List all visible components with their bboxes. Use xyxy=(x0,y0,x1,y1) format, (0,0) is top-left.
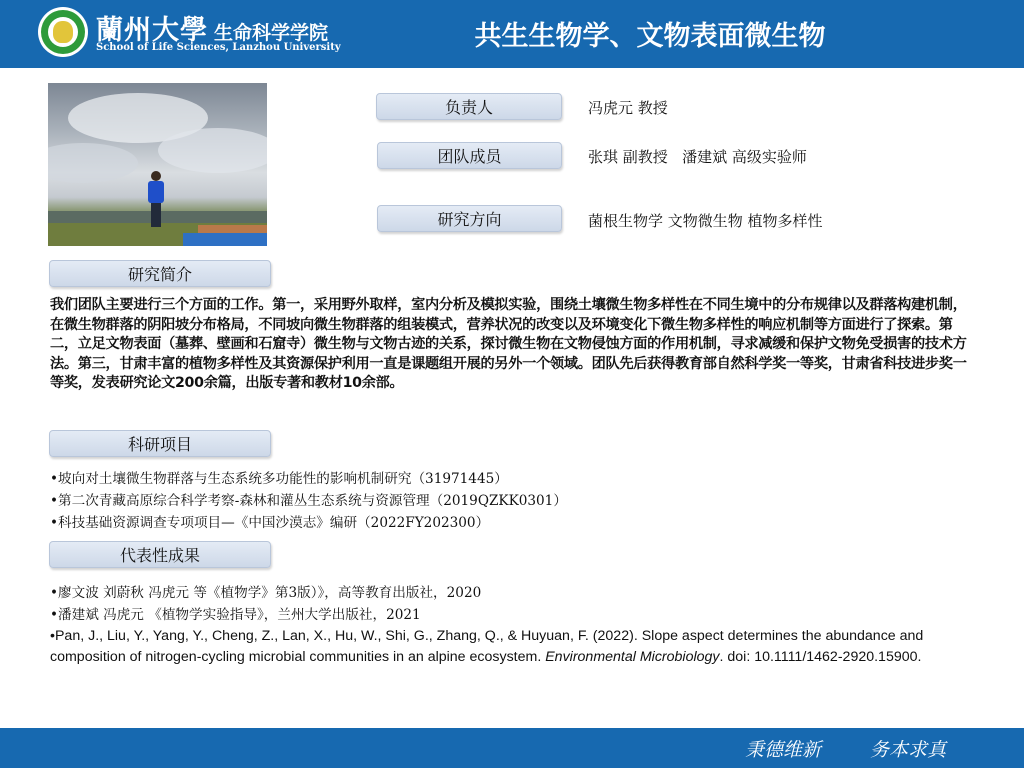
projects-label: 科研项目 xyxy=(49,430,271,457)
motto-2: 务本求真 xyxy=(870,739,947,761)
direction-label: 研究方向 xyxy=(377,205,562,232)
list-item: •第二次青藏高原综合科学考察-森林和灌丛生态系统与资源管理（2019QZKK0301） xyxy=(50,493,567,509)
list-item: •潘建斌 冯虎元 《植物学实验指导》，兰州大学出版社，2021 xyxy=(50,607,421,623)
publication-journal: Environmental Microbiology xyxy=(545,648,720,665)
projects-list xyxy=(50,468,567,534)
list-item: •坡向对土壤微生物群落与生态系统多功能性的影响机制研究（31971445） xyxy=(50,471,508,487)
motto-1: 秉德维新 xyxy=(745,739,822,761)
leader-label: 负责人 xyxy=(376,93,562,120)
publication-entry xyxy=(50,626,974,667)
school-name-en: School of Life Sciences, Lanzhou University xyxy=(96,42,341,53)
team-label: 团队成员 xyxy=(377,142,562,169)
intro-text: 我们团队主要进行三个方面的工作。第一，采用野外取样，室内分析及模拟实验，围绕土壤微生物多样性在不同生境中的分布规律以及群落构建机制，在微生物群落的阴阳坡分布格局，不同坡向微生物群落的组装模式，营养状况的改变以及环境变化下微生物多样性的响应机制等方面进行了探索。第二，立足文物表面（墓葬、壁画和石窟寺）微生物与文物古迹的关系，探讨微生物在文物侵蚀方面的作用机制，寻求减缓和保护文物免受损害的技术方法。第三，甘肃丰富的植物多样性及其资源保护利用一直是课题组开展的另外一个领域。团队先后获得教育部自然科学奖一等奖，甘肃省科技进步奖一等奖，发表研究论文200余篇，出版专著和教材10余部。 xyxy=(50,297,967,391)
team-leader-photo xyxy=(48,83,267,246)
university-name: 蘭州大學 xyxy=(96,15,208,46)
school-name: 生命科学学院 xyxy=(214,22,329,44)
publication-citation: •Pan, J., Liu, Y., Yang, Y., Cheng, Z., Lan, X., Hu, W., Shi, G., Zhang, Q., & Huyuan, F. (2022). Slope aspect determines the abundance and composition of nitrogen-cycling microbial communities in an alpine ecosystem. xyxy=(50,628,924,665)
university-seal-icon xyxy=(38,7,88,57)
results-list xyxy=(50,582,481,626)
header-bar xyxy=(0,0,1024,68)
person-figure xyxy=(148,171,164,227)
publication-doi: . doi: 10.1111/1462-2920.15900. xyxy=(719,648,922,665)
list-item: •科技基础资源调查专项项目—《中国沙漠志》编研（2022FY202300） xyxy=(50,515,490,531)
footer-bar xyxy=(0,728,1024,768)
brand-name xyxy=(96,8,329,46)
direction-value: 菌根生物学 文物微生物 植物多样性 xyxy=(588,212,823,230)
team-value: 张琪 副教授 潘建斌 高级实验师 xyxy=(588,148,807,166)
leader-value: 冯虎元 教授 xyxy=(588,99,668,117)
results-label: 代表性成果 xyxy=(49,541,271,568)
list-item: •廖文波 刘蔚秋 冯虎元 等《植物学》第3版）》，高等教育出版社，2020 xyxy=(50,585,482,601)
page-title: 共生生物学、文物表面微生物 xyxy=(474,21,826,52)
intro-label: 研究简介 xyxy=(49,260,271,287)
